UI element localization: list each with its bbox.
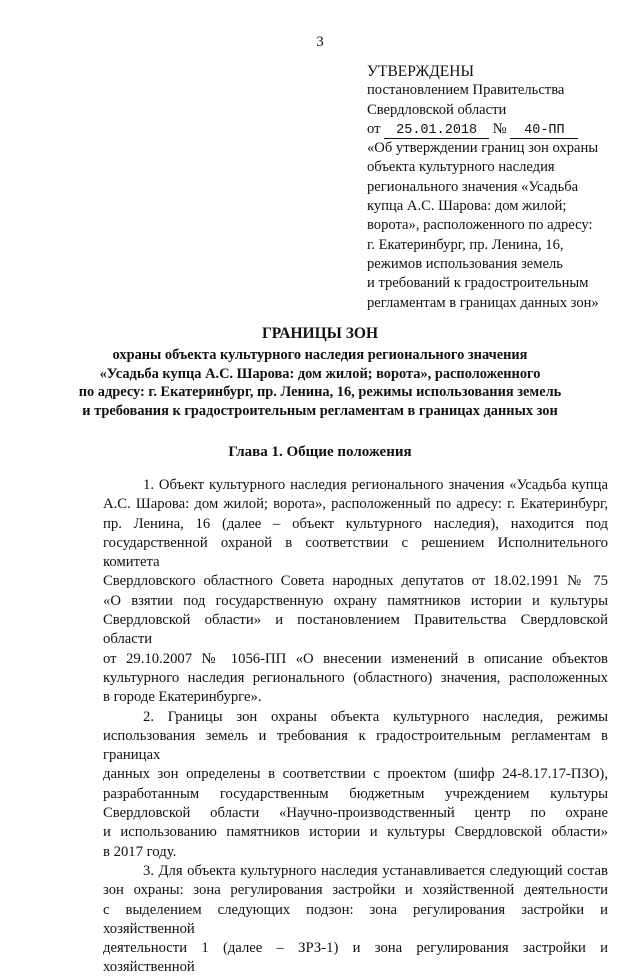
body-line: культурного наследия регионального (областного) значения, расположенных [103, 669, 608, 686]
body-line: данных зон определены в соответствии с проектом (шифр 24-8.17.17-ПЗО), [103, 766, 608, 783]
body-line: от 29.10.2007 № 1056-ПП «О внесении изменений в описание объектов [103, 650, 608, 667]
title-line: «Усадьба купца А.С. Шарова: дом жилой; ворота», расположенного [99, 365, 541, 382]
decree-subject-line: ворота», расположенного по адресу: [367, 217, 593, 234]
body-line: и использованию памятников истории и культуры Свердловской области» [103, 824, 608, 841]
chapter-heading: Глава 1. Общие положения [228, 444, 412, 460]
body-line: деятельности 1 (далее – ЗРЗ-1) и зона регулирования застройки и хозяйственной [103, 940, 608, 976]
body-line: Свердловской области «Научно-производственный центр по охране [103, 805, 608, 822]
decree-date-number [367, 120, 612, 139]
number-label: № [492, 120, 507, 137]
decree-subject-line: объекта культурного наследия [367, 159, 555, 176]
decree-subject-line: регламентам в границах данных зон» [367, 294, 599, 311]
approved-heading: УТВЕРЖДЕНЫ [367, 63, 474, 80]
body-line: Свердловского областного Совета народных депутатов от 18.02.1991 № 75 [103, 573, 608, 590]
from-label: от [367, 120, 381, 137]
title-line: по адресу: г. Екатеринбург, пр. Ленина, 16, режимы использования земель [78, 384, 562, 400]
decree-subject-line: режимов использования земель [367, 255, 563, 272]
body-line: пр. Ленина, 16 (далее – объект культурного наследия), находится под [103, 515, 608, 532]
decree-subject-line: и требований к градостроительным [367, 275, 589, 292]
title-heading: ГРАНИЦЫ ЗОН [261, 325, 379, 342]
decree-number: 40-ПП [510, 123, 578, 139]
body-line: 1. Объект культурного наследия регионального значения «Усадьба купца [143, 477, 608, 493]
approved-by-line: постановлением Правительства [367, 82, 565, 99]
document-title [40, 324, 600, 420]
body-line: «О взятии под государственную охрану памятников истории и культуры [103, 592, 608, 609]
body-line: в городе Екатеринбурге». [103, 689, 262, 706]
body-line: разработанным государственным бюджетным учреждением культуры [103, 785, 608, 802]
body-text [103, 476, 608, 978]
decree-subject-line: «Об утверждении границ зон охраны [367, 140, 599, 157]
body-line: зон охраны: зона регулирования застройки и хозяйственной деятельности [103, 882, 608, 899]
decree-subject-line: г. Екатеринбург, пр. Ленина, 16, [367, 236, 564, 253]
page-number: 3 [316, 34, 324, 50]
decree-date: 25.01.2018 [384, 123, 489, 139]
body-line: в 2017 году. [103, 843, 177, 860]
body-line: государственной охраной в соответствии с решением Исполнительного комитета [103, 534, 608, 571]
body-line: 2. Границы зон охраны объекта культурного наследия, режимы [143, 708, 608, 725]
body-line: А.С. Шарова: дом жилой; ворота», расположенный по адресу: г. Екатеринбург, [103, 496, 608, 513]
body-line: использования земель и требования к градостроительным регламентам в границах [103, 727, 608, 764]
approved-by-region: Свердловской области [367, 101, 507, 118]
title-line: и требования к градостроительным регламентам в границах данных зон [82, 402, 558, 419]
body-line: Свердловской области» и постановлением Правительства Свердловской области [103, 612, 608, 648]
title-line: охраны объекта культурного наследия регионального значения [112, 347, 528, 363]
body-line: 3. Для объекта культурного наследия устанавливается следующий состав [143, 862, 608, 879]
decree-subject-line: регионального значения «Усадьба [367, 178, 579, 195]
decree-subject-line: купца А.С. Шарова: дом жилой; [367, 198, 567, 215]
approval-block [367, 62, 612, 313]
body-line: с выделением следующих подзон: зона регулирования застройки и хозяйственной [103, 901, 608, 937]
